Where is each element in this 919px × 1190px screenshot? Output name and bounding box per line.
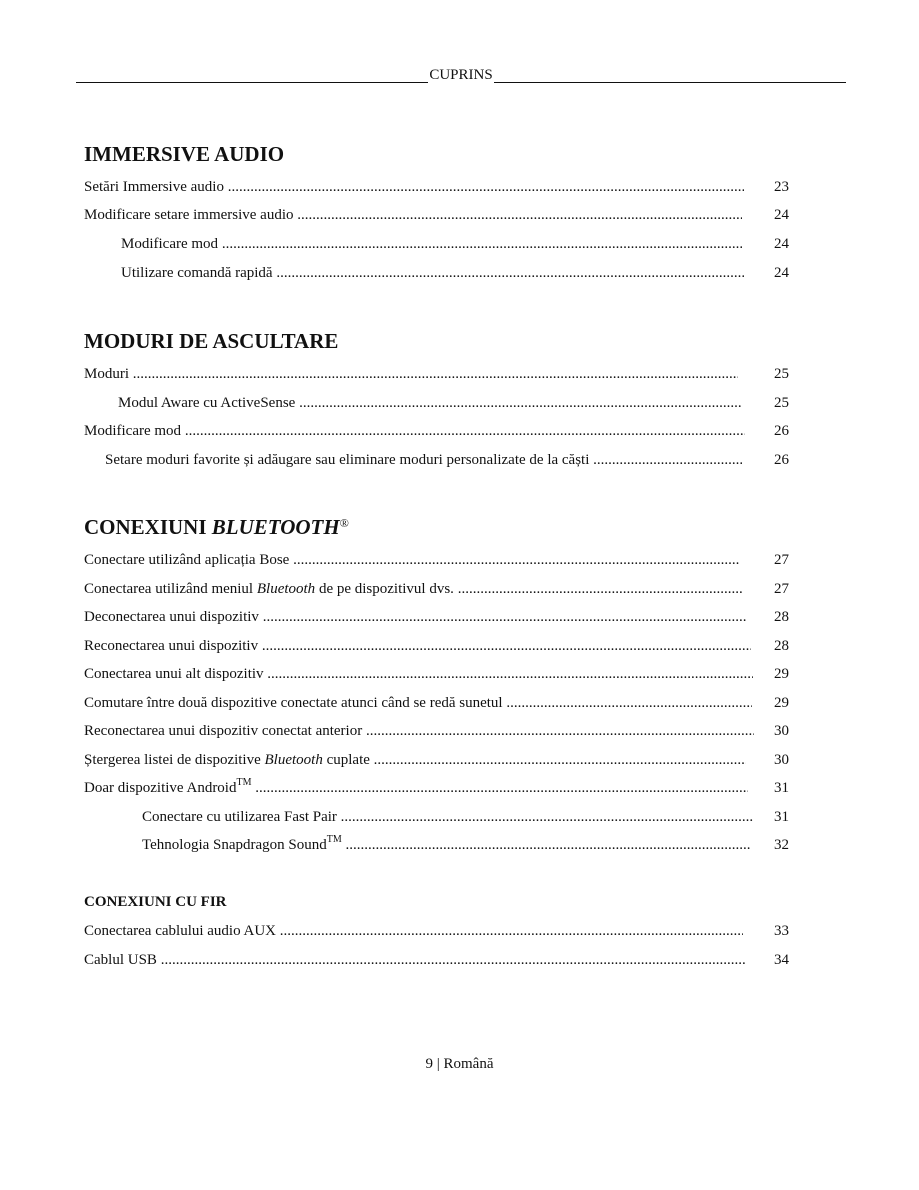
- toc-entry-page: 33: [774, 923, 789, 939]
- toc-entry-page: 30: [774, 752, 789, 768]
- toc-entry-page: 23: [774, 179, 789, 195]
- toc-entry-page: 26: [774, 423, 789, 439]
- toc-entry-page: 27: [774, 552, 789, 568]
- toc-entry-page: 29: [774, 666, 789, 682]
- label-part: de pe dispozitivul dvs.: [315, 581, 454, 597]
- trademark-mark: TM: [326, 835, 342, 845]
- footer-page-number: 9: [425, 1056, 433, 1072]
- toc-entry[interactable]: [84, 693, 789, 713]
- trademark-mark: TM: [236, 778, 252, 788]
- toc-entry-page: 31: [774, 780, 789, 796]
- toc-entry-label: [84, 581, 454, 597]
- toc-entry-page: 28: [774, 609, 789, 625]
- toc-entry-page: 26: [774, 452, 789, 468]
- toc-entry-label: Modificare mod: [121, 236, 219, 252]
- toc-entry-label: Reconectarea unui dispozitiv: [84, 638, 259, 654]
- toc-entry[interactable]: [84, 921, 789, 941]
- toc-entry-label: Moduri: [84, 366, 129, 382]
- toc-entry-label: Modul Aware cu ActiveSense: [118, 395, 296, 411]
- heading-text: CONEXIUNI: [84, 515, 212, 539]
- label-part: Tehnologia Snapdragon Sound: [142, 837, 327, 853]
- toc-entry-label: Setări Immersive audio: [84, 179, 224, 195]
- toc-entry[interactable]: [84, 579, 789, 599]
- toc-entry-page: 27: [774, 581, 789, 597]
- toc-entry-label: Deconectarea unui dispozitiv: [84, 609, 259, 625]
- footer-language: Română: [443, 1056, 494, 1072]
- toc-entry-label: [142, 837, 342, 853]
- section-heading-conexiuni-bluetooth: [84, 515, 349, 539]
- toc-entry-page: 24: [774, 236, 789, 252]
- label-part: Ștergerea listei de dispozitive: [84, 752, 265, 768]
- registered-mark: ®: [339, 516, 349, 530]
- page-header: [76, 66, 846, 86]
- footer-separator: |: [436, 1056, 440, 1072]
- label-part: Doar dispozitive Android: [84, 780, 237, 796]
- toc-entry[interactable]: [84, 205, 789, 225]
- toc-entry-page: 25: [774, 395, 789, 411]
- toc-entry[interactable]: [84, 750, 789, 770]
- toc-entry-label: Conectare utilizând aplicația Bose: [84, 552, 290, 568]
- toc-entry[interactable]: [142, 807, 789, 827]
- toc-entry-label: Conectarea cablului audio AUX: [84, 923, 277, 939]
- label-part: cuplate: [322, 752, 370, 768]
- section-heading-conexiuni-cu-fir: CONEXIUNI CU FIR: [84, 894, 227, 910]
- toc-entry[interactable]: [84, 421, 789, 441]
- toc-entry-label: Modificare mod: [84, 423, 182, 439]
- toc-entry[interactable]: [84, 177, 789, 197]
- toc-entry[interactable]: [121, 234, 789, 254]
- toc-entry-page: 34: [774, 952, 789, 968]
- toc-entry-page: 29: [774, 695, 789, 711]
- toc-entry-label: Modificare setare immersive audio: [84, 207, 294, 223]
- header-title: CUPRINS: [429, 67, 493, 83]
- toc-entry-label: Conectarea unui alt dispozitiv: [84, 666, 264, 682]
- toc-entry-page: 25: [774, 366, 789, 382]
- toc-entry[interactable]: [121, 263, 789, 283]
- toc-entry[interactable]: [118, 393, 789, 413]
- toc-entry[interactable]: [84, 778, 789, 798]
- toc-entry-page: 31: [774, 809, 789, 825]
- toc-entry-label: [84, 752, 370, 768]
- label-italic-part: Bluetooth: [256, 581, 316, 597]
- toc-entry-label: Conectare cu utilizarea Fast Pair: [142, 809, 337, 825]
- toc-entry-label: Reconectarea unui dispozitiv conectat anterior: [84, 723, 363, 739]
- toc-entry-label: Comutare între două dispozitive conectate atunci când se redă sunetul: [84, 695, 503, 711]
- toc-entry[interactable]: [105, 450, 789, 470]
- section-heading-immersive-audio: IMMERSIVE AUDIO: [84, 142, 285, 166]
- toc-entry[interactable]: [84, 664, 789, 684]
- toc-entry-page: 24: [774, 265, 789, 281]
- label-italic-part: Bluetooth: [264, 752, 323, 768]
- heading-italic-text: BLUETOOTH: [211, 515, 340, 539]
- toc-entry-label: [84, 780, 251, 796]
- toc-entry-page: 30: [774, 723, 789, 739]
- toc-entry[interactable]: [84, 721, 789, 741]
- section-heading-moduri-de-ascultare: MODURI DE ASCULTARE: [84, 329, 339, 353]
- toc-entry[interactable]: [84, 950, 789, 970]
- page-footer: [0, 1054, 919, 1074]
- toc-entry[interactable]: [84, 364, 789, 384]
- toc-entry-label: Setare moduri favorite și adăugare sau eliminare moduri personalizate de la căști: [105, 452, 590, 468]
- toc-entry-label: Cablul USB: [84, 952, 157, 968]
- toc-entry-page: 28: [774, 638, 789, 654]
- toc-entry[interactable]: [84, 607, 789, 627]
- toc-entry[interactable]: [84, 636, 789, 656]
- label-part: Conectarea utilizând meniul: [84, 581, 257, 597]
- toc-entry[interactable]: [84, 550, 789, 570]
- toc-entry-label: Utilizare comandă rapidă: [121, 265, 273, 281]
- toc-entry[interactable]: [142, 835, 789, 855]
- toc-entry-page: 24: [774, 207, 789, 223]
- toc-entry-page: 32: [774, 837, 789, 853]
